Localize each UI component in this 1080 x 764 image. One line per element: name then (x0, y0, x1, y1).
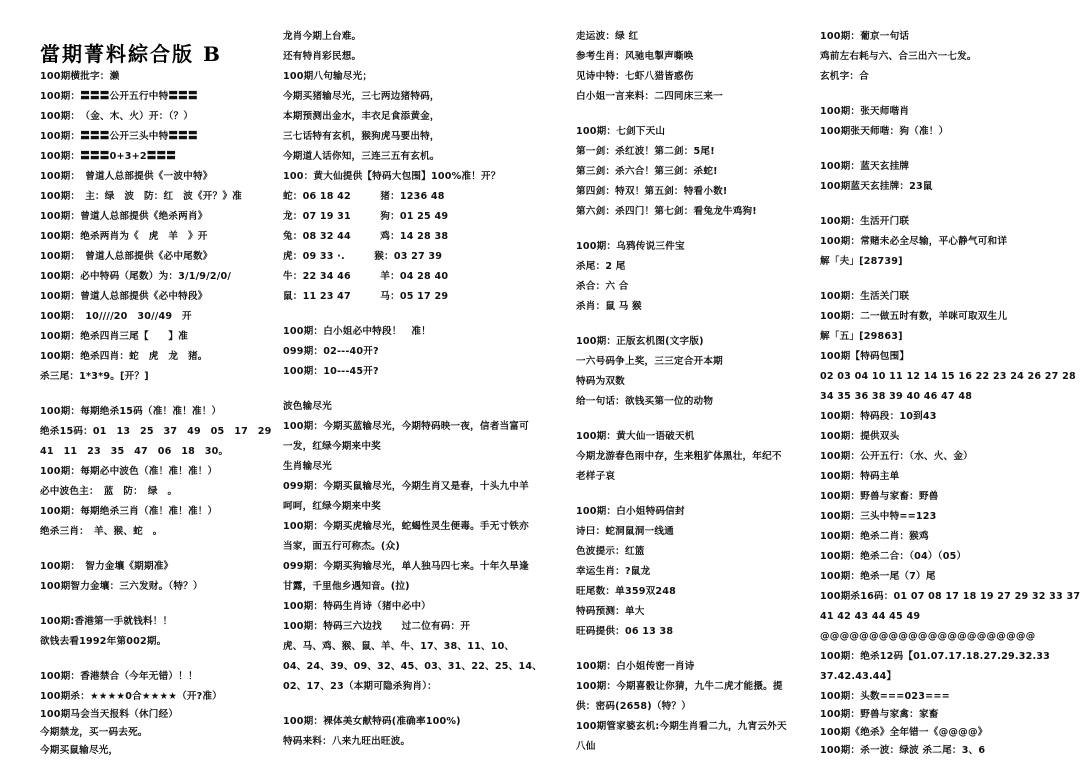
text-line: 解「五」[29863] (820, 331, 903, 342)
text-line: 100期：生活开门联 (820, 216, 910, 227)
text-line: 牛：22 34 46 羊：04 28 40 (283, 271, 449, 282)
text-line: 34 35 36 38 39 40 46 47 48 (820, 391, 973, 402)
text-line: 100期：三头中特==123 (820, 511, 937, 522)
text-line: 100期：今期买蓝输尽光，今期特码映一夜，信者当富可 (283, 421, 529, 432)
text-line: 41 11 23 35 47 06 18 30。 (40, 446, 229, 457)
text-line: 第一剑：杀红波！第二剑：5尾! (576, 146, 715, 157)
text-line: 100期：每期绝杀三肖（准！准！准！） (40, 506, 218, 517)
text-line: 100期：蓝天玄挂牌 (820, 161, 910, 172)
text-line: 今期道人话你知，三连三五有玄机。 (283, 151, 440, 162)
text-line: 100期： 智力金壤《期期准》 (40, 561, 174, 572)
text-line: 100期：野兽与家禽：家畜 (820, 709, 939, 720)
text-line: 100期：〓〓〓公开三头中特〓〓〓 (40, 131, 198, 142)
text-line: 41 42 43 44 45 49 (820, 611, 921, 622)
text-line: 100期：〓〓〓0+3+2〓〓〓 (40, 151, 177, 162)
text-line: 甘露，千里他乡遇知音。(拉) (283, 581, 410, 592)
text-line: 100期：杀一波：绿波 杀二尾：3、6 (820, 745, 986, 756)
text-line: 呵呵，红绿今期来中奖 (283, 501, 381, 512)
text-line: 100期：野兽与家畜：野兽 (820, 491, 939, 502)
text-line: 100期：头数===023=== (820, 691, 950, 702)
text-line: 100期：白小姐必中特段！ 准！ (283, 326, 431, 337)
text-line: 100期：10---45开? (283, 366, 379, 377)
text-line: 见诗中特：七虾八猎皆惑伤 (576, 71, 694, 82)
text-line: 必中波色主： 蓝 防： 绿 。 (40, 486, 178, 497)
text-line: 旺尾数：单359双248 (576, 586, 677, 597)
text-line: 100期：特码段：10到43 (820, 411, 937, 422)
text-line: 100期：绝杀二肖：猴鸡 (820, 531, 929, 542)
text-line: 绝杀三肖： 羊、猴、蛇 。 (40, 526, 163, 537)
text-line: 100期杀：★★★★0合★★★★（开?准） (40, 691, 223, 702)
text-line: 100期：裸体美女献特码(准确率100%) (283, 716, 461, 727)
text-line: 100期智力金壤：三六发财。（特？） (40, 581, 203, 592)
text-line: 100期：特码生肖诗（猪中必中） (283, 601, 431, 612)
text-line: 100期八句输尽光； (283, 71, 373, 82)
text-line: 旺码提供：06 13 38 (576, 626, 674, 637)
text-line: 100期管家婆玄机:今期生肖看二九，九宵云外天 (576, 721, 787, 732)
text-line: 特码为双数 (576, 376, 625, 387)
text-line: 100期：绝杀二合：（04）（05） (820, 551, 967, 562)
text-line: 今期买猪输尽光，三七两边猪特码， (283, 91, 440, 102)
text-line: 波色输尽光 (283, 401, 332, 412)
text-line: 100期:香港第一手就钱料！！ (40, 616, 173, 627)
text-line: 100期张天师喈：狗（准！） (820, 126, 949, 137)
text-line: 生肖输尽光 (283, 461, 332, 472)
text-line: 02 03 04 10 11 12 14 15 16 22 23 24 26 27 28 (820, 371, 1076, 382)
text-line: 100期：绝杀一尾（7）尾 (820, 571, 936, 582)
text-line: 100期横批字：濑 (40, 71, 120, 82)
text-line: 100期：提供双头 (820, 431, 900, 442)
text-line: 100期：特码三六边找 过二位有码：开 (283, 621, 471, 632)
text-line: 鸡前左右耗与六、合三出六一七发。 (820, 51, 977, 62)
text-line: 100期：常赌未必全尽输，平心静气可和详 (820, 236, 1008, 247)
text-line: 100期：必中特码（尾数）为：3/1/9/2/0/ (40, 271, 232, 282)
text-line: 虎、马、鸡、猴、鼠、羊、牛、17、38、11、10、 (283, 641, 515, 652)
text-line: 参考生肖：风驰电掣声嘶唤 (576, 51, 694, 62)
text-line: @@@@@@@@@@@@@@@@@@@@@@ (820, 631, 1036, 642)
text-line: 100期：七剑下天山 (576, 126, 666, 137)
text-line: 玄机字：合 (820, 71, 869, 82)
text-line: 给一句话：欲钱买第一位的动物 (576, 396, 714, 407)
text-line: 龙肖今期上台难。 (283, 31, 362, 42)
text-line: 100期：每期必中波色（准！准！准！） (40, 466, 218, 477)
text-line: 100：黄大仙提供【特码大包围】100%准！开？ (283, 171, 501, 182)
text-line: 02、17、23（本期可隐杀狗肖）： (283, 681, 437, 692)
text-line: 杀合：六 合 (576, 281, 629, 292)
text-line: 100期蓝天玄挂牌：23鼠 (820, 181, 933, 192)
text-line: 走运波：绿 红 (576, 31, 639, 42)
text-line: 三七话特有玄机，猴狗虎马要出特， (283, 131, 440, 142)
text-line: 供：密码(2658)（特？） (576, 701, 692, 712)
text-line: 100期： 主：绿 波 防：红 波《开？》准 (40, 191, 242, 202)
text-line: 鼠：11 23 47 马：05 17 29 (283, 291, 449, 302)
text-line: 还有特肖彩民想。 (283, 51, 362, 62)
text-line: 诗曰：蛇洞鼠洞一线通 (576, 526, 674, 537)
text-line: 100期：葡京一句话 (820, 31, 910, 42)
text-line: 白小姐一言来料：二四同床三来一 (576, 91, 723, 102)
text-line: 04、24、39、09、32、45、03、31、22、25、14、 (283, 661, 542, 672)
text-line: 100期马会当天报料（休门经） (40, 709, 179, 720)
text-line: 100期【特码包围】 (820, 351, 910, 362)
text-line: 100期：白小姐传密一肖诗 (576, 661, 695, 672)
text-line: 100期： （金、木、火）开：（？） (40, 111, 194, 122)
text-line: 100期：绝杀四肖三尾【 】准 (40, 331, 188, 342)
text-line: 37.42.43.44】 (820, 671, 897, 682)
text-line: 杀肖：鼠 马 猴 (576, 301, 642, 312)
text-line: 第四剑：特双！第五剑：特看小数! (576, 186, 728, 197)
text-line: 解「夫」[28739] (820, 256, 903, 267)
text-line: 特码来料：八来九旺出旺波。 (283, 736, 411, 747)
text-line: 100期：〓〓〓公开五行中特〓〓〓 (40, 91, 198, 102)
text-line: 老样子哀 (576, 471, 616, 482)
text-line: 100期：特码主单 (820, 471, 900, 482)
text-line: 绝杀15码：01 13 25 37 49 05 17 29 (40, 426, 272, 437)
text-line: 兔：08 32 44 鸡：14 28 38 (283, 231, 449, 242)
text-line: 100期：黄大仙一语破天机 (576, 431, 695, 442)
text-line: 100期：每期绝杀15码（准！准！准！） (40, 406, 222, 417)
text-line: 100期：张天师喈肖 (820, 106, 910, 117)
text-line: 蛇：06 18 42 猪：1236 48 (283, 191, 445, 202)
text-line: 100期：生活关门联 (820, 291, 910, 302)
text-line: 今期龙游春色雨中存，生来粗犷体黑壮，年纪不 (576, 451, 782, 462)
text-line: 100期：香港禁合（今年无错）！！ (40, 671, 198, 682)
text-line: 龙：07 19 31 狗：01 25 49 (283, 211, 449, 222)
text-line: 100期：正版玄机图(文字版) (576, 336, 704, 347)
text-line: 100期：绝杀两肖为《 虎 羊 》开 (40, 231, 208, 242)
text-line: 100期《绝杀》全年错一《@@@@》 (820, 727, 988, 738)
text-line: 100期：今期喜骰让你猜，九牛二虎才能摄。提 (576, 681, 783, 692)
text-line: 色波提示：红篮 (576, 546, 645, 557)
text-line: 杀尾：2 尾 (576, 261, 626, 272)
text-line: 今期禁龙，买一码去死。 (40, 727, 148, 738)
text-line: 欲钱去看1992年第002期。 (40, 636, 167, 647)
text-line: 本期预测出金水，丰衣足食添黄金， (283, 111, 440, 122)
text-line: 099期：今期买狗输尽光，单人独马四七来。十年久旱逢 (283, 561, 529, 572)
text-line: 100期：白小姐特码信封 (576, 506, 685, 517)
text-line: 100期：绝杀四肖：蛇 虎 龙 猪。 (40, 351, 208, 362)
text-line: 099期：02---40开? (283, 346, 379, 357)
text-line: 一发，红绿今期来中奖 (283, 441, 381, 452)
text-line: 第六剑：杀四门！第七剑：看兔龙牛鸡狗! (576, 206, 757, 217)
text-line: 虎：09 33 ·. 猴：03 27 39 (283, 251, 443, 262)
text-line: 特码预测：单大 (576, 606, 645, 617)
text-line: 100期：曾道人总部提供《必中特段》 (40, 291, 208, 302)
text-line: 八仙 (576, 741, 596, 752)
text-line: 今期买鼠输尽光， (40, 745, 119, 756)
text-line: 100期：公开五行：（水、火、金） (820, 451, 973, 462)
text-line: 幸运生肖：?鼠龙 (576, 566, 651, 577)
text-line: 100期： 10////20 30//49 开 (40, 311, 192, 322)
text-line: 100期杀16码：01 07 08 17 18 19 27 29 32 33 37 (820, 591, 1080, 602)
text-line: 100期： 曾道人总部提供《一波中特》 (40, 171, 213, 182)
text-line: 100期： 曾道人总部提供《必中尾数》 (40, 251, 213, 262)
text-line: 第三剑：杀六合！第三剑：杀蛇! (576, 166, 718, 177)
text-line: 100期：曾道人总部提供《绝杀两肖》 (40, 211, 208, 222)
text-line: 一六号码争上奖，三三定合开本期 (576, 356, 723, 367)
document-title: 當期菁料綜合版 B (40, 42, 222, 66)
text-line: 100期：二一做五时有数，羊咪可取双生儿 (820, 311, 1008, 322)
text-line: 099期：今期买鼠输尽光，今期生肖又是春，十头九中羊 (283, 481, 529, 492)
text-line: 100期：绝杀12码【01.07.17.18.27.29.32.33 (820, 651, 1051, 662)
text-line: 当家，面五行可称杰。(众) (283, 541, 400, 552)
text-line: 100期：今期买虎输尽光，蛇蝎性灵生便毒。手无寸铁亦 (283, 521, 529, 532)
text-line: 杀三尾：1*3*9。[开？] (40, 371, 149, 382)
text-line: 100期：乌鸦传说三件宝 (576, 241, 685, 252)
